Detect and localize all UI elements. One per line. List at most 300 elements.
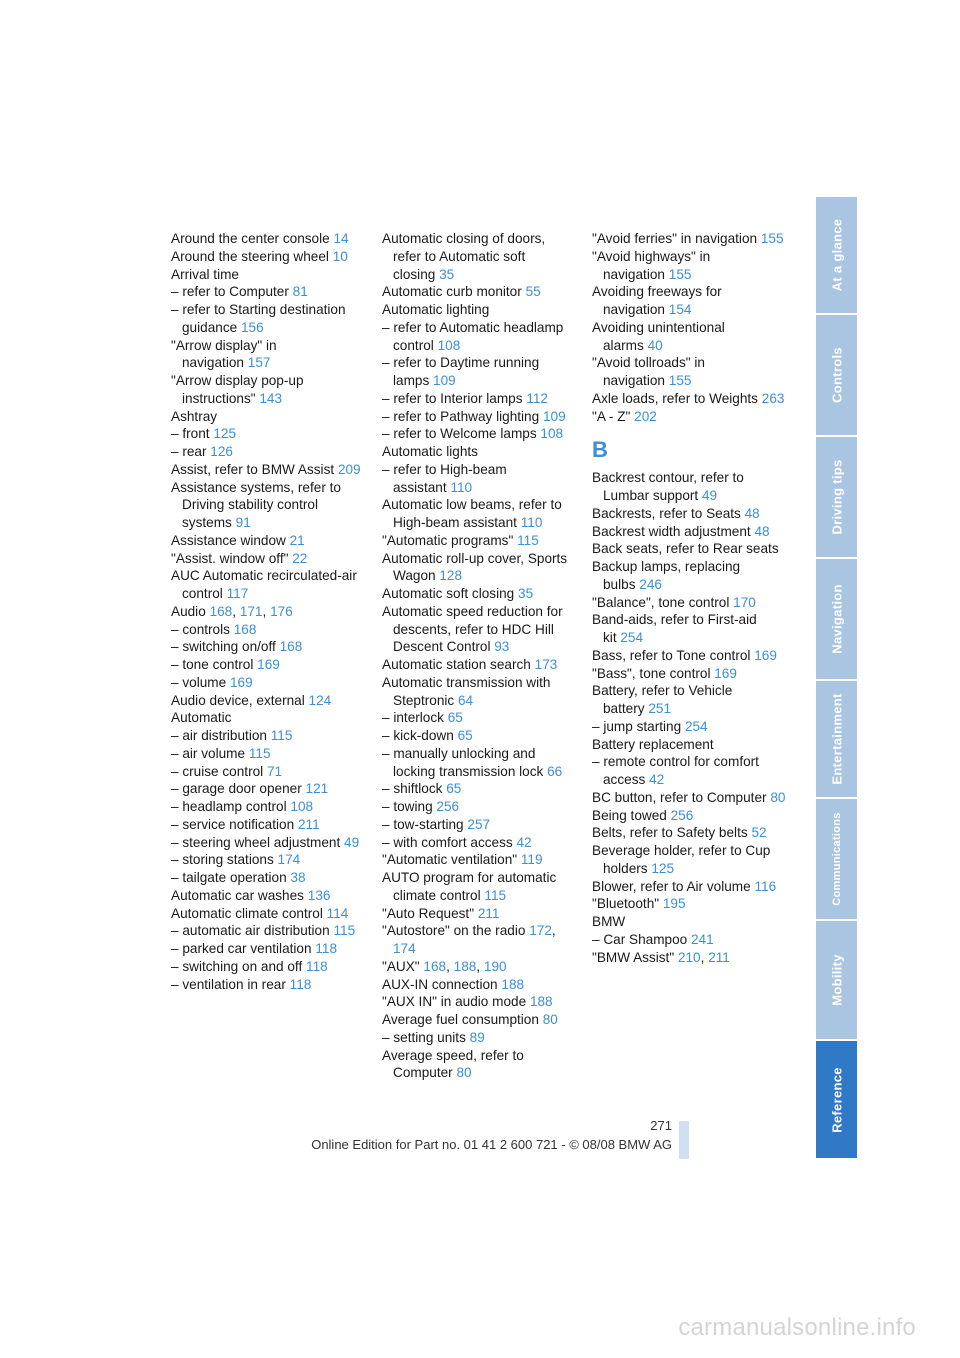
index-entry	[382, 496, 574, 532]
index-entry	[382, 674, 574, 710]
index-entry	[171, 461, 366, 479]
page-link[interactable]: 22	[292, 550, 308, 566]
index-term: Automatic station search	[382, 657, 531, 672]
index-entry	[592, 878, 788, 896]
page-link[interactable]: 10	[332, 248, 348, 264]
index-entry	[382, 354, 574, 390]
page-link[interactable]: 256	[670, 807, 694, 823]
index-term: – service notification	[171, 816, 295, 832]
index-entry	[382, 905, 574, 923]
index-entry	[592, 558, 788, 594]
page-link[interactable]: 172	[529, 923, 552, 939]
index-column-1	[171, 230, 366, 993]
index-term: "Avoid ferries" in navigation	[592, 231, 758, 246]
index-entry	[382, 550, 574, 586]
index-entry	[171, 887, 366, 905]
page-link[interactable]: 110	[450, 479, 473, 495]
index-term: – switching on and off	[171, 958, 303, 974]
index-term: Back seats, refer to Rear seats	[592, 541, 779, 557]
index-term: – steering wheel adjustment	[171, 834, 341, 850]
index-term: – garage door opener	[171, 781, 302, 797]
index-entry	[382, 834, 574, 852]
page-link[interactable]: 169	[229, 674, 253, 690]
page-link[interactable]: 188	[529, 994, 553, 1010]
index-term: – refer to High-beam assistant	[382, 461, 507, 495]
page-link[interactable]: 55	[525, 284, 541, 300]
page-link[interactable]: 195	[662, 896, 686, 912]
index-entry	[382, 603, 574, 656]
page-link[interactable]: 115	[333, 923, 356, 939]
page-link[interactable]: 110	[520, 515, 543, 530]
section-tabs-sidebar	[816, 197, 857, 1160]
index-term: "Balance", tone control	[592, 594, 730, 610]
page-link[interactable]: 81	[292, 284, 308, 300]
index-term: – ventilation in rear	[171, 976, 286, 992]
index-term: Automatic car washes	[171, 887, 304, 903]
index-term: Automatic lights	[382, 444, 478, 459]
page-link[interactable]: 119	[520, 852, 543, 868]
page-link[interactable]: 38	[290, 870, 306, 885]
index-entry	[171, 816, 366, 834]
index-entry	[382, 425, 574, 443]
page-link[interactable]: 154	[668, 302, 692, 317]
section-letter: B	[592, 437, 608, 463]
index-term: – tone control	[171, 657, 254, 672]
index-term: Automatic climate control	[171, 905, 323, 921]
index-term: – refer to Daytime running lamps	[382, 355, 540, 388]
watermark: carmanualsonline.info	[678, 1314, 916, 1341]
index-entry	[382, 709, 574, 727]
page-link[interactable]: 143	[259, 390, 283, 406]
index-entry	[592, 354, 788, 390]
index-term: – controls	[171, 621, 230, 637]
index-term: Arrival time	[171, 266, 239, 282]
index-term: Assistance systems, refer to Driving stability control systems	[171, 479, 341, 530]
page-link[interactable]: 171	[239, 603, 263, 619]
index-entry	[171, 532, 366, 550]
index-term: – front	[171, 426, 210, 442]
index-term: Assist, refer to BMW Assist	[171, 461, 335, 477]
index-term: AUTO program for automatic climate control	[382, 870, 557, 903]
page-link[interactable]: 174	[393, 941, 416, 956]
page-link[interactable]: 155	[668, 266, 692, 282]
index-entry	[382, 301, 574, 319]
index-term: – jump starting	[592, 718, 682, 734]
index-entry	[382, 230, 574, 283]
index-entry	[171, 638, 366, 656]
index-entry	[171, 976, 366, 994]
index-term: "Assist. window off"	[171, 550, 289, 566]
page-link[interactable]: 156	[240, 319, 264, 335]
index-entry: "Autostore" on the radio 172, 174	[382, 923, 556, 956]
index-term: Backrest width adjustment	[592, 523, 751, 539]
index-term: – shiftlock	[382, 781, 443, 797]
page-link[interactable]: 168	[279, 639, 303, 655]
index-term: "AUX"	[382, 958, 420, 974]
index-entry	[382, 283, 574, 301]
index-term: "Avoid tollroads" in navigation	[592, 355, 705, 388]
index-term: – tailgate operation	[171, 870, 287, 885]
index-term: Automatic transmission with Steptronic	[382, 674, 551, 708]
footer-accent-bar	[679, 1121, 689, 1159]
page-link[interactable]: 121	[305, 781, 329, 797]
page-link[interactable]: 136	[307, 887, 331, 903]
page-link[interactable]: 115	[270, 728, 293, 743]
index-entry	[171, 780, 366, 798]
index-entry	[171, 727, 366, 745]
index-entry	[171, 905, 366, 923]
index-entry	[171, 443, 366, 461]
index-entry	[592, 682, 788, 718]
page-link[interactable]: 168	[233, 621, 257, 637]
index-term: "Auto Request"	[382, 905, 475, 921]
index-entry	[171, 763, 366, 781]
index-term: Average fuel consumption	[382, 1012, 539, 1027]
page-link[interactable]: 89	[469, 1029, 485, 1045]
page-link[interactable]: 168	[423, 958, 447, 974]
tab-label: Mobility	[829, 954, 844, 1006]
page-link[interactable]: 246	[639, 576, 662, 592]
tab-label: Navigation	[829, 584, 844, 654]
page-link[interactable]: 209	[337, 461, 361, 477]
index-term: Battery, refer to Vehicle battery	[592, 683, 733, 716]
index-term: Axle loads, refer to Weights	[592, 390, 758, 406]
tab-controls[interactable]	[816, 315, 857, 437]
page-link[interactable]: 170	[733, 594, 756, 610]
tab-communications[interactable]	[816, 799, 857, 921]
index-term: Band-aids, refer to First-aid kit	[592, 612, 757, 645]
index-entry	[171, 266, 366, 284]
index-term: – setting units	[382, 1029, 466, 1045]
index-entry	[382, 461, 574, 497]
index-term: – remote control for comfort access	[592, 754, 759, 787]
index-entry	[171, 869, 366, 887]
index-entry	[171, 834, 366, 852]
page-link[interactable]: 174	[277, 852, 301, 868]
index-column-2	[382, 230, 574, 1082]
index-term: Backrests, refer to Seats	[592, 505, 741, 521]
index-entry	[592, 913, 788, 931]
page-link[interactable]: 254	[620, 630, 644, 645]
index-term: AUC Automatic recirculated-air control	[171, 568, 357, 601]
index-entry	[171, 425, 366, 443]
index-entry	[171, 958, 366, 976]
index-term: Around the steering wheel	[171, 248, 329, 264]
page-link[interactable]: 71	[266, 763, 283, 779]
index-term: – refer to Automatic headlamp control	[382, 319, 564, 353]
page-link[interactable]: 109	[433, 373, 456, 388]
index-term: Avoiding freeways for navigation	[592, 284, 722, 317]
index-entry	[382, 585, 574, 603]
index-entry	[592, 824, 788, 842]
index-term: Automatic soft closing	[382, 586, 515, 601]
index-entry	[382, 319, 574, 355]
page-link[interactable]: 108	[290, 799, 314, 814]
index-entry	[382, 390, 574, 408]
index-entry	[592, 931, 788, 949]
tab-reference[interactable]	[816, 1041, 857, 1160]
page-link[interactable]: 241	[691, 931, 714, 947]
page-link[interactable]: 49	[344, 834, 360, 850]
index-term: – automatic air distribution	[171, 923, 330, 939]
index-entry	[171, 851, 366, 869]
page-link[interactable]: 91	[235, 515, 251, 530]
index-term: Audio device, external	[171, 692, 305, 708]
page-link[interactable]: 42	[649, 772, 665, 787]
index-term: Automatic closing of doors, refer to Automatic soft closing	[382, 231, 546, 282]
page-link[interactable]: 93	[494, 639, 510, 655]
index-term: "Automatic programs"	[382, 532, 514, 548]
index-entry	[171, 301, 366, 337]
tab-label: Communications	[830, 812, 843, 906]
index-entry	[592, 469, 788, 505]
page-link[interactable]: 52	[751, 825, 767, 841]
index-entry	[171, 798, 366, 816]
page-link[interactable]: 128	[439, 568, 463, 584]
index-entry	[592, 789, 788, 807]
page-link[interactable]: 80	[770, 789, 786, 805]
page-link[interactable]: 254	[684, 718, 708, 734]
page-link[interactable]: 112	[526, 390, 548, 406]
index-term: Average speed, refer to Computer	[382, 1047, 524, 1081]
index-term: – refer to Starting destination guidance	[171, 302, 346, 335]
index-term: – headlamp control	[171, 799, 287, 814]
index-entry: Audio 168, 171, 176	[171, 603, 293, 619]
index-entry	[171, 674, 366, 692]
index-term: "Arrow display" in navigation	[171, 337, 277, 371]
page-link[interactable]: 115	[248, 745, 271, 761]
index-entry	[382, 532, 574, 550]
index-entry	[592, 736, 788, 754]
index-entry	[592, 319, 788, 355]
index-term: – towing	[382, 799, 433, 814]
page-link[interactable]: 48	[744, 505, 760, 521]
index-entry	[592, 230, 788, 248]
index-term: AUX-IN connection	[382, 976, 498, 992]
index-term: "AUX IN" in audio mode	[382, 994, 527, 1010]
page-link[interactable]: 108	[437, 337, 461, 353]
index-entry	[592, 647, 788, 665]
page-link[interactable]: 118	[306, 958, 328, 974]
page-link[interactable]: 188	[453, 958, 477, 974]
page-link[interactable]: 48	[754, 523, 770, 539]
page-link[interactable]: 263	[761, 390, 785, 406]
index-term: "Bass", tone control	[592, 665, 711, 681]
index-entry	[171, 621, 366, 639]
index-entry	[171, 479, 366, 532]
edition-footer: Online Edition for Part no. 01 41 2 600 721 - © 08/08 BMW AG	[311, 1137, 672, 1152]
page-link[interactable]: 169	[754, 647, 777, 663]
page-link[interactable]: 126	[210, 444, 233, 459]
page-link[interactable]: 211	[297, 816, 320, 832]
index-term: – rear	[171, 444, 207, 459]
index-entry	[592, 807, 788, 825]
page-link[interactable]: 118	[289, 976, 312, 992]
index-term: "Avoid highways" in navigation	[592, 248, 711, 282]
index-term: Ashtray	[171, 408, 218, 424]
page-link[interactable]: 124	[308, 692, 332, 708]
index-term: – cruise control	[171, 763, 264, 779]
index-term: Being towed	[592, 807, 667, 823]
index-term: – with comfort access	[382, 834, 513, 850]
index-term: – interlock	[382, 710, 444, 726]
index-entry	[592, 842, 788, 878]
index-entry	[171, 337, 366, 373]
page-link[interactable]: 40	[647, 337, 663, 353]
index-entry	[171, 656, 366, 674]
index-term: – air volume	[171, 745, 246, 761]
index-term: Automatic speed reduction for descents, refer to HDC Hill Descent Control	[382, 603, 563, 655]
page-link[interactable]: 176	[270, 603, 293, 619]
index-entry	[592, 718, 788, 736]
page-link[interactable]: 125	[213, 426, 237, 442]
index-term: – air distribution	[171, 728, 267, 743]
tab-driving-tips[interactable]	[816, 437, 857, 559]
index-entry	[171, 692, 366, 710]
index-term: – refer to Computer	[171, 284, 289, 300]
index-entry	[382, 816, 574, 834]
tab-label: Driving tips	[829, 459, 844, 535]
index-entry	[592, 523, 788, 541]
page-link[interactable]: 117	[226, 586, 249, 601]
index-term: Avoiding unintentional alarms	[592, 319, 725, 353]
page-link[interactable]: 115	[484, 887, 507, 903]
index-entry	[382, 443, 574, 461]
index-term: Assistance window	[171, 532, 286, 548]
page-link[interactable]: 211	[477, 905, 500, 921]
index-entry	[592, 390, 788, 408]
tab-at-a-glance[interactable]	[816, 197, 857, 315]
index-entry	[171, 567, 366, 603]
index-term: – refer to Pathway lighting	[382, 408, 540, 424]
index-entry	[171, 283, 366, 301]
page-link[interactable]: 155	[668, 373, 692, 388]
page-link[interactable]: 115	[517, 532, 539, 548]
page-link[interactable]: 114	[326, 905, 349, 921]
index-entry	[382, 869, 574, 905]
index-entry	[382, 1011, 574, 1029]
page-link[interactable]: 64	[458, 692, 474, 708]
page-link[interactable]: 49	[702, 488, 718, 503]
index-term: – refer to Welcome lamps	[382, 426, 537, 442]
page-link[interactable]: 125	[651, 860, 675, 876]
tab-label: Reference	[829, 1066, 844, 1133]
index-entry: "BMW Assist" 210, 211	[592, 949, 730, 965]
tab-entertainment[interactable]	[816, 681, 857, 799]
index-term: Automatic low beams, refer to High-beam assistant	[382, 497, 562, 530]
index-entry	[592, 408, 788, 426]
tab-label: Entertainment	[829, 693, 844, 785]
index-entry	[171, 408, 366, 426]
index-entry	[171, 230, 366, 248]
page-link[interactable]: 108	[540, 426, 564, 442]
index-entry: "AUX" 168, 188, 190	[382, 958, 507, 974]
page-link[interactable]: 190	[483, 958, 507, 974]
index-term: – Car Shampoo	[592, 931, 688, 947]
page-link[interactable]: 168	[209, 603, 233, 619]
page-link[interactable]: 169	[257, 657, 280, 672]
page-link[interactable]: 66	[547, 763, 563, 779]
tab-mobility[interactable]	[816, 921, 857, 1041]
index-entry	[382, 976, 574, 994]
page-link[interactable]: 109	[542, 408, 566, 424]
index-term: Automatic roll-up cover, Sports Wagon	[382, 550, 568, 584]
page-link[interactable]: 202	[634, 408, 657, 424]
index-entry	[592, 594, 788, 612]
page-link[interactable]: 211	[708, 949, 730, 965]
page-link[interactable]: 42	[516, 834, 532, 850]
index-term: Automatic lighting	[382, 302, 490, 317]
index-entry	[592, 283, 788, 319]
page-link[interactable]: 116	[754, 878, 777, 894]
index-entry	[382, 745, 574, 781]
page-link[interactable]: 118	[315, 941, 338, 956]
page-link[interactable]: 157	[247, 355, 271, 371]
index-entry	[171, 745, 366, 763]
index-entry	[592, 665, 788, 683]
index-term: Bass, refer to Tone control	[592, 647, 751, 663]
tab-label: At a glance	[829, 218, 844, 292]
page-link[interactable]: 256	[436, 799, 460, 814]
index-entry	[382, 727, 574, 745]
page-link[interactable]: 251	[648, 701, 672, 716]
page-link[interactable]: 35	[518, 586, 534, 601]
index-term: Automatic curb monitor	[382, 284, 522, 300]
page-link[interactable]: 65	[446, 781, 462, 797]
page-link[interactable]: 14	[333, 231, 349, 246]
index-term: Battery replacement	[592, 736, 714, 752]
index-entry	[382, 656, 574, 674]
index-entry	[382, 798, 574, 816]
index-entry	[382, 1029, 574, 1047]
index-entry	[382, 408, 574, 426]
page-link[interactable]: 210	[677, 949, 701, 965]
page-link[interactable]: 155	[760, 231, 784, 246]
index-entry	[592, 753, 788, 789]
index-entry	[592, 248, 788, 284]
page-link[interactable]: 80	[542, 1012, 558, 1027]
page-link[interactable]: 80	[456, 1065, 472, 1081]
index-term: Beverage holder, refer to Cup holders	[592, 843, 771, 876]
index-entry	[171, 248, 366, 266]
index-term: – manually unlocking and locking transmission lock	[382, 745, 544, 779]
page-link[interactable]: 257	[467, 816, 491, 832]
page-link[interactable]: 169	[714, 665, 737, 681]
page-link[interactable]: 65	[447, 710, 463, 726]
index-entry	[592, 895, 788, 913]
index-entry	[592, 611, 788, 647]
page-link[interactable]: 65	[457, 728, 473, 743]
page-link[interactable]: 188	[501, 976, 525, 992]
index-entry	[592, 505, 788, 523]
index-term: "Autostore" on the radio	[382, 923, 526, 939]
index-term: Automatic	[171, 710, 232, 726]
index-entry	[171, 372, 366, 408]
index-entry	[382, 993, 574, 1011]
page-link[interactable]: 21	[289, 532, 305, 548]
index-term: "A - Z"	[592, 408, 631, 424]
page-link[interactable]: 35	[439, 266, 455, 282]
index-entry	[382, 780, 574, 798]
index-term: – kick-down	[382, 728, 454, 743]
index-entry	[592, 540, 788, 558]
tab-navigation[interactable]	[816, 559, 857, 681]
page-link[interactable]: 173	[534, 657, 558, 672]
index-term: Around the center console	[171, 231, 330, 246]
index-term: BMW	[592, 914, 626, 929]
index-entry	[171, 922, 366, 940]
index-term: – storing stations	[171, 852, 274, 868]
